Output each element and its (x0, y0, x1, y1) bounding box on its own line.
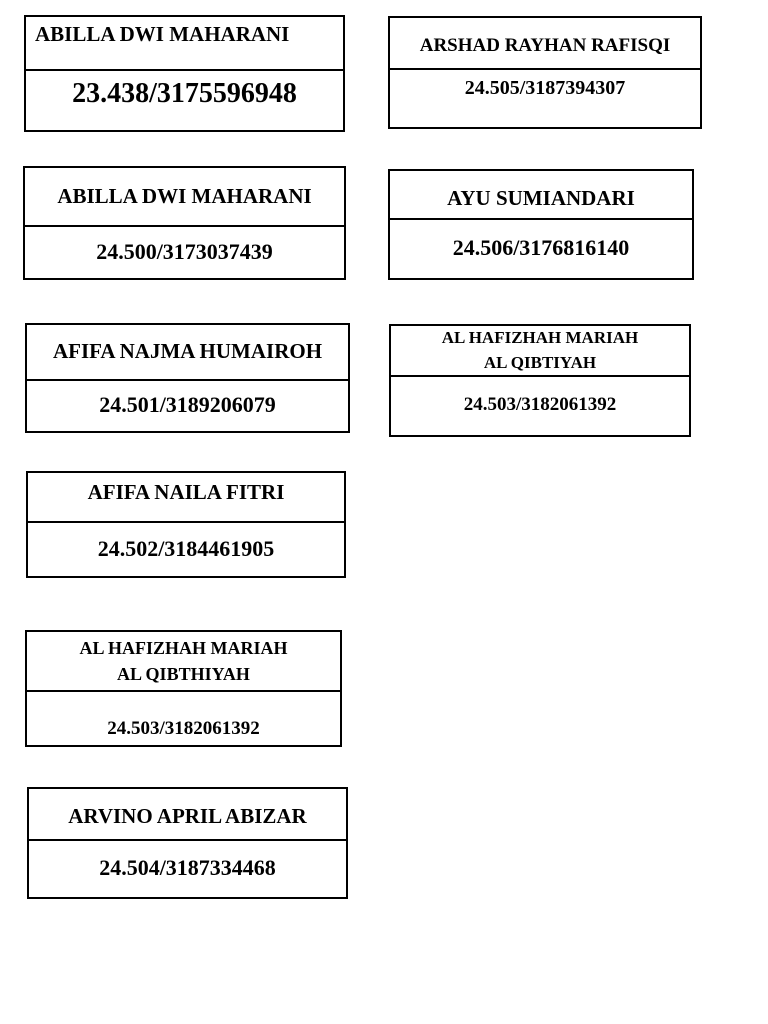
card-name-cell (29, 789, 346, 841)
name-card (389, 324, 691, 437)
name-card (388, 16, 702, 129)
card-name-line2: AL QIBTHIYAH (117, 664, 250, 684)
card-id: 24.504/3187334468 (99, 855, 276, 880)
card-id-cell (28, 521, 344, 576)
card-name-cell (25, 168, 344, 227)
name-card (25, 630, 342, 747)
card-id: 24.503/3182061392 (463, 394, 617, 415)
name-card (23, 166, 346, 280)
card-name: ARSHAD RAYHAN RAFISQI (419, 34, 671, 56)
card-name-cell (390, 18, 700, 70)
name-card (25, 323, 350, 433)
name-card (27, 787, 348, 899)
card-id: 24.505/3187394307 (464, 77, 626, 99)
card-name-line2: AL QIBTIYAH (483, 352, 597, 372)
card-name: ABILLA DWI MAHARANI (35, 22, 290, 46)
card-name-cell (27, 632, 340, 692)
card-id: 24.506/3176816140 (452, 235, 630, 260)
name-card (388, 169, 694, 280)
card-id-cell (27, 379, 348, 431)
card-id: 24.500/3173037439 (96, 238, 273, 264)
card-name-cell (28, 473, 344, 523)
name-card (24, 15, 345, 132)
card-id-cell (390, 68, 700, 127)
card-name: ABILLA DWI MAHARANI (57, 183, 312, 208)
name-card (26, 471, 346, 578)
card-id: 23.438/3175596948 (72, 78, 297, 109)
card-id: 24.501/3189206079 (99, 392, 276, 417)
card-id: 24.503/3182061392 (107, 718, 260, 739)
card-name-line1: AL HAFIZHAH MARIAH (441, 327, 639, 347)
card-id-cell (27, 690, 340, 745)
card-name: AFIFA NAILA FITRI (87, 480, 285, 504)
card-name-cell (391, 326, 689, 377)
card-id-cell (26, 69, 343, 130)
card-id-cell (25, 225, 344, 278)
card-name-cell (27, 325, 348, 381)
card-name-cell (390, 171, 692, 220)
card-id: 24.502/3184461905 (97, 535, 275, 561)
card-id-cell (29, 839, 346, 897)
card-name-line1: AL HAFIZHAH MARIAH (79, 637, 288, 658)
card-id-cell (390, 218, 692, 278)
card-name: AYU SUMIANDARI (447, 185, 635, 210)
card-name: AFIFA NAJMA HUMAIROH (52, 339, 323, 364)
card-name: ARVINO APRIL ABIZAR (68, 804, 307, 829)
card-id-cell (391, 375, 689, 435)
card-name-cell (26, 17, 343, 71)
